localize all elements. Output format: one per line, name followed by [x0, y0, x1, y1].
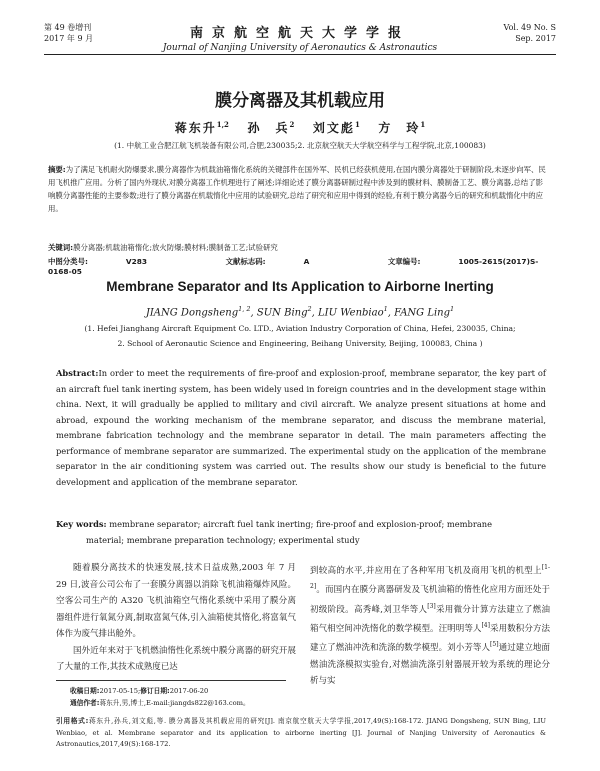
citation-label: 引用格式:	[56, 717, 89, 725]
footnote-dates: 收稿日期:2017-05-15;修订日期:2017-06-20	[70, 687, 209, 695]
body-column-right	[310, 560, 550, 690]
journal-name-cn: 南京航空航天大学学报	[189, 26, 410, 41]
doc-code	[226, 257, 348, 266]
abstract-en-text: In order to meet the requirements of fire-proof and explosion-proof, membrane separator, the key part of an aircraft fuel tank inerting system, has been widely used in foreign countries and in the development stage within china. Next, it will gradually be applied to military and civil aircraft. We analyze present situations at home and abroad, expound the working mechanism of the membrane separator, and discuss the membrane material, membrane fabrication technology and the membrane separator in detail. The main parameters affecting the performance of membrane separator are summarized. The experimental study on the application of the membrane separator in the air conditioning system was carried out. The results show our study is beneficial to the future development and application of the membrane separator.	[56, 368, 546, 487]
body-text: 到较高的水平,并应用在了各种军用飞机及商用飞机的机型上	[310, 565, 542, 576]
doc-code-label: 文献标志码:	[225, 257, 266, 266]
body-paragraph	[310, 560, 550, 690]
citation-en: JIANG Dongsheng, SUN Bing, LIU Wenbiao, et al. Membrane separator and its application to airborne inerting [J]. Journal of Nanjing University of Aeronautics & Astronautics,2017,49(S):168-172.	[56, 717, 546, 748]
reference-marker[interactable]: [1-2]	[310, 564, 550, 591]
abstract-cn-label: 摘要:	[48, 165, 66, 174]
article-no-label: 文章编号:	[387, 257, 421, 266]
citation-cn: 蒋东升,孙兵,刘文彪,等. 膜分离器及其机载应用的研究[J]. 南京航空航天大学学报,2017,49(S):168-172.	[88, 717, 424, 725]
title-en: Membrane Separator and Its Application to Airborne Inerting	[106, 279, 494, 294]
journal-name-en: Journal of Nanjing University of Aeronautics & Astronautics	[162, 43, 438, 53]
author-en: SUN Bing	[256, 307, 308, 319]
article-no-value: 1005-2615(2017)S-0168-05	[48, 257, 539, 276]
citation-block	[56, 716, 546, 751]
keywords-cn-label: 关键词:	[48, 243, 74, 252]
abstract-en-label: Abstract:	[56, 368, 99, 378]
affiliation-cn: (1. 中航工业合肥江航飞机装备有限公司,合肥,230035;2. 北京航空航天大学航空科学与工程学院,北京,100083)	[114, 141, 486, 150]
keywords-en-line2: material; membrane preparation technology; experimental study	[86, 534, 360, 545]
keywords-cn	[48, 242, 548, 253]
reference-marker[interactable]: [3]	[427, 602, 436, 610]
abstract-en	[56, 366, 546, 490]
body-text: 采用微分计算方法建立了燃油箱气相空间冲洗惰化的数学模型。汪明明等人	[310, 604, 550, 634]
journal-header	[44, 22, 556, 54]
author-en: LIU Wenbiao	[318, 307, 384, 319]
author-sup: 1,2	[216, 120, 229, 129]
body-text: 通过建立地面燃油洗涤模拟实验台,对燃油洗涤引射器展开较为系统的理论分析与实	[310, 643, 550, 687]
author-sup: 1	[383, 305, 388, 313]
keywords-en	[56, 517, 546, 548]
author-sup: 1	[450, 305, 455, 313]
footnote	[70, 686, 546, 709]
date-en: Sep. 2017	[515, 34, 556, 43]
authors-en: JIANG Dongsheng$^{1, 2}$, SUN Bing$^2$, LIU Wenbiao$^1$, FANG Ling$^1$	[145, 305, 455, 319]
classification-line	[48, 256, 548, 276]
affiliation-en-1: (1. Hefei Jianghang Aircraft Equipment Co. LTD., Aviation Industry Corporation of China, Hefei, 230035, China;	[84, 324, 516, 333]
body-paragraph: 国外近年来对于飞机燃油惰性化系统中膜分离器的研究开展了大量的工作,其技术成熟度已达	[56, 645, 296, 672]
author-sup: 1, 2	[238, 305, 251, 313]
body-column-left	[56, 560, 296, 676]
body-text: 。而国内在膜分离器研发及飞机油箱的惰性化应用方面还处于初级阶段。高秀峰,刘卫华等人	[310, 585, 550, 615]
revised-label: 修订日期:	[140, 687, 170, 695]
received-label: 收稿日期:	[70, 687, 100, 695]
footnote-rule	[56, 680, 286, 681]
author-sup: 1	[420, 120, 426, 129]
title-cn: 膜分离器及其机载应用	[215, 91, 385, 111]
corr-label: 通信作者:	[70, 698, 100, 707]
authors-cn	[0, 119, 600, 136]
corr-text: 蒋东升,男,博士,E-mail:jiangds822@163.com。	[99, 698, 250, 707]
author-en: FANG Ling	[394, 307, 451, 319]
clc	[48, 257, 185, 266]
keywords-en-line1: membrane separator; aircraft fuel tank inerting; fire-proof and explosion-proof; membrane	[109, 519, 493, 529]
header-rule	[44, 54, 556, 55]
body-text: 采用数积分方法建立了燃油冲洗和洗涤的数学模型。刘小芳等人	[310, 623, 550, 654]
author-cn: 孙 兵	[247, 121, 290, 135]
volume-en: Vol. 49 No. S	[503, 23, 556, 32]
received-date: 2017-05-15	[99, 687, 138, 695]
author-cn: 方 玲	[378, 121, 421, 135]
abstract-cn	[48, 163, 548, 215]
keywords-cn-text: 膜分离器;机载油箱惰化;放火防爆;膜材料;膜制备工艺;试验研究	[73, 243, 278, 252]
affiliation-en-2: 2. School of Aeronautic Science and Engineering, Beihang University, Beijing, 100083, China )	[117, 339, 483, 348]
volume-cn: 第 49 卷增刊	[44, 23, 92, 32]
header-center	[44, 22, 556, 53]
author-en: JIANG Dongsheng	[145, 307, 239, 319]
author-cn: 蒋东升	[174, 121, 217, 135]
date-cn: 2017 年 9 月	[44, 34, 94, 43]
doc-code-value: A	[303, 257, 310, 266]
body-paragraph: 随着膜分离技术的快速发展,技术日益成熟,2003 年 7 月 29 日,波音公司公布了一套膜分离器以消除飞机油箱爆炸风险。空客公司生产的 A320 飞机油箱空气惰化系统中采用了膜分离器组件进行氧氮分离,制取富氮气体,引入油箱使其惰化,将富氧气体作为废气排出舱外。	[56, 563, 296, 639]
author-cn: 刘文彪	[312, 121, 355, 135]
footnote-corr	[70, 698, 546, 710]
abstract-cn-text: 为了满足飞机耐火防爆要求,膜分离器作为机载油箱惰化系统的关键部件在国外军、民机已经获机使用,在国内膜分离器处于研制阶段,未逐步向军、民用飞机推广应用。分析了国内外现状,对膜分离器工作机理进行了阐述;详细论述了膜分离器研制过程中涉及到的膜材料、膜制备工艺、膜分离器,总结了影响膜分离器性能的主要参数;进行了膜分离器在机载惰化中应用的试验研究,总结了研究和应用中得到的经验,有利于膜分离器今后的研究和机载惰化中的应用。	[48, 165, 546, 213]
revised-date: 2017-06-20	[169, 687, 209, 695]
clc-value: V283	[125, 257, 148, 266]
author-sup: 1	[354, 120, 360, 129]
author-sup: 2	[289, 120, 295, 129]
author-sup: 2	[307, 305, 312, 313]
reference-marker[interactable]: [4]	[481, 621, 490, 629]
reference-marker[interactable]: [5]	[490, 641, 499, 649]
keywords-en-label: Key words:	[56, 519, 107, 529]
header-right	[504, 22, 556, 44]
clc-label: 中图分类号:	[48, 257, 88, 266]
